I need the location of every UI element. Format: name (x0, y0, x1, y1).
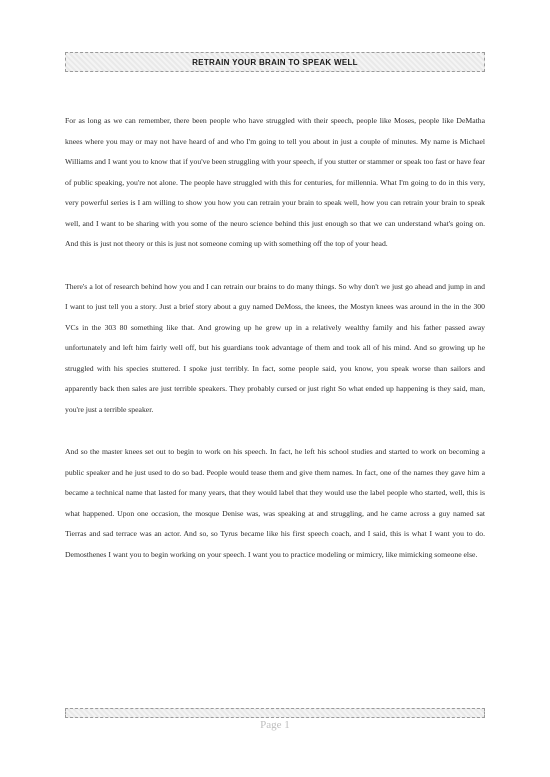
header-band (65, 52, 485, 72)
paragraph-2: There's a lot of research behind how you and I can retrain our brains to do many things. So why don't we just go ahead and jump in and I want to just tell you a story. Just a brief story about a guy named DeMoss, the knees, the Mostyn knees was around in the in the 300 VCs in the 303 80 something like that. And growing up he grew up in a relatively wealthy family and his father passed away unfortunately and left him fairly well off, but his guardians took advantage of them and took all of his mind. And so growing up he struggled with his species stuttered. I spoke just terribly. In fact, some people said, you know, you speak worse than sailors and apparently back then sales are just terrible speakers. They probably cursed or just right So what ended up happening is they said, man, you're just a terrible speaker. (65, 281, 485, 414)
paragraph-1: For as long as we can remember, there been people who have struggled with their speech, people like Moses, people like DeMatha knees where you may or may not have heard of and who I'm going to tell you about in just a couple of minutes. My name is Michael Williams and I want you to know that if you've been struggling with your speech, if you stutter or stammer or speak too fast or have fear of public speaking, you're not alone. The people have struggled with this for centuries, for millennia. What I'm going to do in this very, very powerful series is I am willing to show you how you can retrain your brain to speak well, how you can retrain your brain to speak well, and I want to be sharing with you some of the neuro science behind this just enough so that we can understand what's going on. And this is just not theory or this is just not someone coming up with something off the top of your head. (65, 116, 485, 248)
page-number: Page 1 (260, 719, 290, 731)
document-body (65, 111, 485, 587)
footer-band (65, 708, 485, 718)
document-title: RETRAIN YOUR BRAIN TO SPEAK WELL (192, 57, 358, 67)
paragraph-3: And so the master knees set out to begin to work on his speech. In fact, he left his school studies and started to work on becoming a public speaker and he just used to do so bad. People would tease them and give them names. In fact, one of the names they gave him a became a technical name that lasted for many years, that they would label that they would use the label people who started, well, this is what happened. Upon one occasion, the mosque Denise was, was speaking at and struggling, and he came across a guy named sat Tierras and sad terrace was an actor. And so, so Tyrus became like his first speech coach, and I said, this is what I want you to do. Demosthenes I want you to begin working on your speech. I want you to practice modeling or mimicry, like mimicking someone else. (65, 447, 485, 559)
